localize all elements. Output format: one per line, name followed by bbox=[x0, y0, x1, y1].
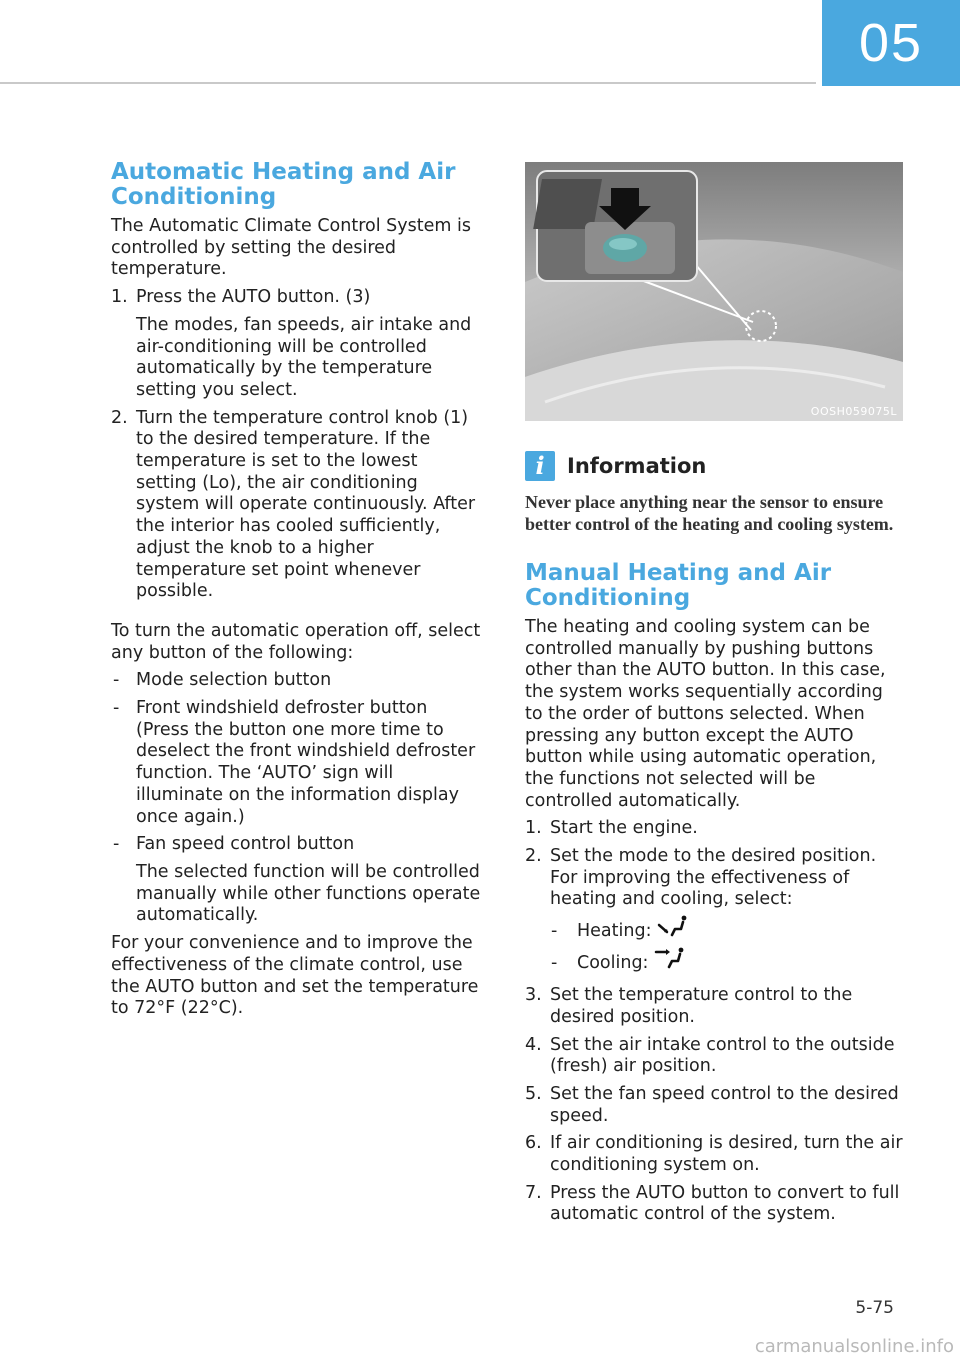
step-item bbox=[525, 846, 903, 911]
windshield-sensor-figure bbox=[525, 162, 903, 421]
step-text: Press the AUTO button to convert to full automatic control of the system. bbox=[550, 1182, 900, 1225]
step-text: Start the engine. bbox=[550, 818, 698, 839]
face-mode-icon bbox=[654, 947, 688, 979]
step-item bbox=[525, 1035, 903, 1078]
figure-code: OOSH059075L bbox=[810, 405, 897, 418]
step-number: 1. bbox=[111, 287, 128, 308]
info-icon: i bbox=[525, 451, 555, 481]
right-column bbox=[525, 162, 903, 1226]
off-list-text: Front windshield defroster button (Press the button one more time to deselect the front windshield defroster function. The ‘AUTO’ sign will illuminate on the information display once again.) bbox=[136, 698, 476, 827]
section-heading-automatic: Automatic Heating and Air Conditioning bbox=[111, 159, 456, 210]
step-item bbox=[525, 1084, 903, 1127]
dash-bullet: - bbox=[551, 921, 558, 942]
off-list-item bbox=[111, 698, 481, 828]
floor-mode-icon bbox=[657, 915, 691, 947]
dash-bullet: - bbox=[113, 670, 120, 691]
closing-paragraph: For your convenience and to improve the effectiveness of the climate control, use the AUTO button and set the temperature to 72°F (22°C). bbox=[111, 933, 479, 1019]
chapter-tab: 05 bbox=[822, 0, 960, 86]
mode-option-cooling bbox=[525, 947, 903, 979]
step-text: Set the fan speed control to the desired speed. bbox=[550, 1083, 899, 1126]
step-text: Set the mode to the desired position. For improving the effectiveness of heating and cooling, select: bbox=[550, 846, 877, 910]
information-header bbox=[525, 451, 903, 481]
off-list-item bbox=[111, 670, 481, 692]
header-rule bbox=[0, 82, 816, 84]
off-list-item bbox=[111, 834, 481, 856]
mode-option-label: Cooling: bbox=[577, 953, 649, 974]
dash-bullet: - bbox=[113, 698, 120, 719]
information-text: Never place anything near the sensor to ensure better control of the heating and cooling system. bbox=[525, 492, 894, 534]
step-number: 4. bbox=[525, 1034, 542, 1055]
windshield-sensor-illustration bbox=[525, 162, 903, 421]
step-number: 5. bbox=[525, 1083, 542, 1104]
step-text: If air conditioning is desired, turn the air conditioning system on. bbox=[550, 1133, 903, 1176]
step-text: Press the AUTO button. (3) bbox=[136, 287, 371, 308]
off-intro-paragraph: To turn the automatic operation off, select any button of the following: bbox=[111, 620, 481, 663]
dash-bullet: - bbox=[113, 834, 120, 855]
step-text: Turn the temperature control knob (1) to the desired temperature. If the temperature is set to the lowest setting (Lo), the air conditioning system will operate continuously. After the interior has cooled sufficiently, adjust the knob to a higher temperature set point whenever possible. bbox=[136, 407, 476, 602]
step-item bbox=[525, 1133, 903, 1176]
off-note: The selected function will be controlled manually while other functions operate automatically. bbox=[136, 861, 481, 926]
off-list-text: Fan speed control button bbox=[136, 834, 355, 855]
off-list-text: Mode selection button bbox=[136, 670, 332, 691]
mode-option-heating bbox=[525, 915, 903, 947]
watermark: carmanualsonline.info bbox=[754, 1336, 954, 1357]
manual-intro-paragraph: The heating and cooling system can be controlled manually by pushing buttons other than the AUTO button. In this case, the system works sequentially according to the order of buttons selected. When pressing any button except the AUTO button while using automatic operation, the functions not selected will be controlled automatically. bbox=[525, 617, 886, 811]
step-text: Set the air intake control to the outside (fresh) air position. bbox=[550, 1034, 895, 1077]
step-number: 7. bbox=[525, 1182, 542, 1203]
step-item bbox=[525, 1183, 903, 1226]
section-heading-manual: Manual Heating and Air Conditioning bbox=[525, 560, 832, 611]
step-number: 2. bbox=[525, 846, 542, 867]
left-column bbox=[111, 160, 481, 1020]
step-text: Set the temperature control to the desired position. bbox=[550, 985, 853, 1027]
step-item bbox=[525, 985, 903, 1028]
step-item bbox=[525, 818, 903, 840]
dash-bullet: - bbox=[551, 953, 558, 974]
intro-paragraph: The Automatic Climate Control System is controlled by setting the desired temperature. bbox=[111, 216, 471, 280]
step-number: 2. bbox=[111, 407, 128, 428]
step-detail: The modes, fan speeds, air intake and air-conditioning will be controlled automatically by the temperature setting you select. bbox=[136, 314, 472, 400]
page-number: 5-75 bbox=[855, 1298, 894, 1318]
step-number: 6. bbox=[525, 1133, 542, 1154]
step-item bbox=[111, 287, 481, 309]
step-number: 1. bbox=[525, 818, 542, 839]
step-number: 3. bbox=[525, 985, 542, 1006]
mode-option-label: Heating: bbox=[577, 921, 652, 942]
information-title: Information bbox=[567, 454, 707, 478]
step-item bbox=[111, 408, 481, 603]
